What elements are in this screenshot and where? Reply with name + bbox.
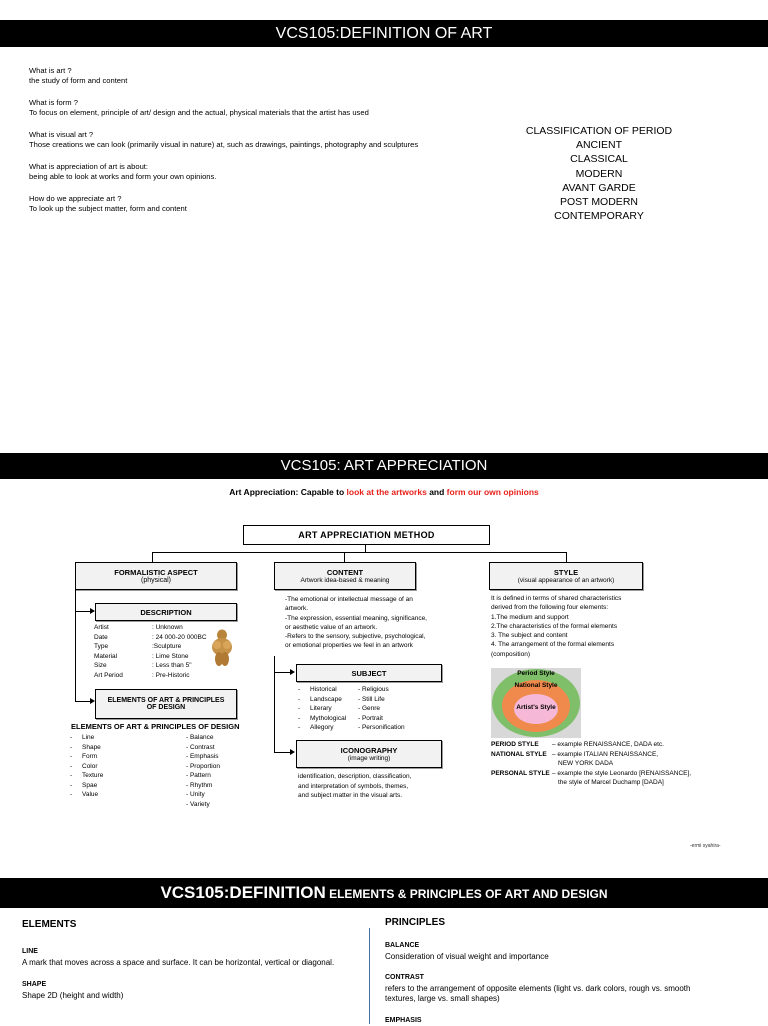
page1-title: VCS105:DEFINITION OF ART [0,20,768,47]
elements-box-line2: OF DESIGN [147,704,186,711]
content-line: -The expression, essential meaning, significance, [285,614,445,623]
qa-question: How do we appreciate art ? [29,194,499,204]
example-label: PERSONAL STYLE [491,769,552,779]
principles-heading: PRINCIPLES [385,917,445,928]
credit: -ermi syahira- [690,843,721,849]
row-value: : Less than 5" [152,661,192,671]
content-line: -Refers to the sensory, subjective, psychological, [285,632,445,641]
style-example-row [491,740,761,750]
connector [566,552,567,562]
elements-principles-box [95,689,237,719]
principle-term: EMPHASIS [385,1016,715,1026]
style-line: It is defined in terms of shared characteristics [491,594,671,603]
style-line: 2.The characteristics of the formal elements [491,622,671,631]
page1-qa [29,66,499,214]
qa-answer: To focus on element, principle of art/ design and the actual, physical materials that the artist has used [29,108,499,118]
style-example-row [491,778,761,788]
example-text: NEW YORK DADA [558,759,613,769]
content-line: artwork. [285,604,445,613]
row-value: :Sculpture [152,642,181,652]
description-row [94,671,214,681]
example-label: PERIOD STYLE [491,740,552,750]
element-def: A mark that moves across a space and surface. It can be horizontal, vertical or diagonal. [22,957,342,968]
subject-item: - Still Life [358,695,438,705]
subject-item: Historical [310,685,337,695]
method-title: ART APPRECIATION METHOD [298,530,434,540]
row-key: Date [94,633,152,643]
principle-def: refers to the arrangement of opposite elements (light vs. dark colors, rough vs. smooth textures, large vs. small shapes) [385,984,715,1005]
subject-item: Mythological [310,714,346,724]
connector [274,656,275,752]
column-divider [369,928,370,1024]
qa-item [29,98,499,118]
iconography-text [298,772,468,801]
principles-definitions [385,941,715,1026]
connector [274,672,291,673]
style-example-row [491,750,761,760]
principle-name: - Balance [186,733,246,743]
subject-item: - Religious [358,685,438,695]
element-name: Line [82,733,94,743]
connector [152,552,566,553]
iconography-line: identification, description, classification, [298,772,468,782]
subtitle-text: and [427,487,447,497]
element-name: Texture [82,771,103,781]
qa-answer: being able to look at works and form your own opinions. [29,172,499,182]
qa-question: What is appreciation of art is about: [29,162,499,172]
iconography-title: ICONOGRAPHY [341,746,398,755]
content-box [274,562,416,590]
national-style-label: National Style [491,682,581,689]
subtitle-highlight: look at the artworks [347,487,427,497]
description-table [94,623,214,680]
example-text: – example the style Leonardo [RENAISSANCE], [552,769,691,779]
subject-item: Allegory [310,723,333,733]
style-line: 1.The medium and support [491,613,671,622]
element-term: LINE [22,946,342,957]
page3-title [0,878,768,909]
content-line: -The emotional or intellectual message of an [285,595,445,604]
row-value: : Pre-Historic [152,671,190,681]
element-name: Form [82,752,97,762]
list-item: - Literary [298,704,368,714]
example-text: – example ITALIAN RENAISSANCE, [552,750,658,760]
style-examples [491,740,761,788]
example-label [491,759,558,769]
style-box [489,562,643,590]
connector [344,552,345,562]
list-item: - Landscape [298,695,368,705]
element-term: SHAPE [22,979,342,990]
classification-of-period [500,124,698,223]
qa-item [29,162,499,182]
description-title: DESCRIPTION [140,608,191,617]
formalistic-title: FORMALISTIC ASPECT [114,568,197,577]
style-text [491,594,671,659]
page3-title-main: VCS105:DEFINITION [160,883,325,902]
description-row [94,642,214,652]
list-item: - Form [70,752,170,762]
page3-title-sub: ELEMENTS & PRINCIPLES OF ART AND DESIGN [326,887,608,901]
subject-item: - Portrait [358,714,438,724]
subject-item: Literary [310,704,332,714]
period-item: MODERN [500,167,698,181]
row-key: Size [94,661,152,671]
connector [75,701,91,702]
content-text [285,595,445,651]
description-row [94,661,214,671]
venus-figurine-image [207,628,237,668]
style-line: (composition) [491,650,671,659]
row-key: Type [94,642,152,652]
example-text: the style of Marcel Duchamp [DADA] [558,778,664,788]
qa-answer: Those creations we can look (primarily visual in nature) at, such as drawings, paintings, photography and sculptures [29,140,499,150]
principle-name: - Pattern [186,771,246,781]
period-item: CONTEMPORARY [500,209,698,223]
principle-name: - Contrast [186,743,246,753]
principles-list [186,733,246,809]
period-item: POST MODERN [500,195,698,209]
description-row [94,623,214,633]
page1-title-bar [0,20,768,47]
subject-item: Landscape [310,695,342,705]
qa-question: What is art ? [29,66,499,76]
list-item: - Value [70,790,170,800]
row-key: Material [94,652,152,662]
period-item: ANCIENT [500,138,698,152]
subtitle-highlight: form our own opinions [447,487,539,497]
subject-box [296,664,442,682]
elements-box-line1: ELEMENTS OF ART & PRINCIPLES [108,697,225,704]
style-line: derived from the following four elements: [491,603,671,612]
connector [75,589,76,701]
connector [75,611,91,612]
style-example-row [491,769,761,779]
period-item: AVANT GARDE [500,181,698,195]
element-name: Color [82,762,98,772]
method-box [243,525,490,545]
subject-item: - Genre [358,704,438,714]
list-item: - Mythological [298,714,368,724]
row-value: : 24 000-20 000BC [152,633,207,643]
example-text: – example RENAISSANCE, DADA etc. [552,740,664,750]
content-sub: Artwork idea-based & meaning [301,577,390,584]
principle-name: - Emphasis [186,752,246,762]
page2-title-bar [0,453,768,479]
page2-title: VCS105: ART APPRECIATION [0,453,768,479]
qa-answer: the study of form and content [29,76,499,86]
subject-item: - Personification [358,723,438,733]
qa-answer: To look up the subject matter, form and content [29,204,499,214]
qa-question: What is form ? [29,98,499,108]
list-item: - Texture [70,771,170,781]
description-row [94,633,214,643]
qa-item [29,66,499,86]
elements-heading: ELEMENTS [22,919,76,930]
style-line: 4. The arrangement of the formal elements [491,640,671,649]
style-sub: (visual appearance of an artwork) [518,577,614,584]
elements-definitions [22,946,342,1001]
artist-style-label: Artist's Style [491,704,581,711]
description-row [94,652,214,662]
elements-list [70,733,170,800]
principle-term: CONTRAST [385,973,715,984]
principle-def: Consideration of visual weight and importance [385,952,715,963]
period-style-label: Period Style [491,670,581,677]
list-item: - Line [70,733,170,743]
element-def: Shape 2D (height and width) [22,990,342,1001]
iconography-box [296,740,442,768]
iconography-line: and interpretation of symbols, themes, [298,782,468,792]
subject-list-right [358,685,438,733]
list-item: - Allegory [298,723,368,733]
qa-item [29,194,499,214]
list-item: - Spae [70,781,170,791]
row-value: : Lime Stone [152,652,189,662]
principle-term: BALANCE [385,941,715,952]
formalistic-sub: (physical) [141,577,171,584]
list-item: - Historical [298,685,368,695]
style-rings-diagram [491,668,581,738]
page2-subtitle [0,487,768,497]
formalistic-box [75,562,237,590]
principle-name: - Proportion [186,762,246,772]
connector [274,752,291,753]
row-key: Art Period [94,671,152,681]
period-item: CLASSICAL [500,152,698,166]
content-line: or aesthetic value of an artwork. [285,623,445,632]
style-title: STYLE [554,568,578,577]
principle-name: - Rhythm [186,781,246,791]
row-key: Artist [94,623,152,633]
qa-item [29,130,499,150]
arrow-icon [290,749,295,755]
connector [152,552,153,562]
element-name: Shape [82,743,101,753]
description-box [95,603,237,621]
element-name: Value [82,790,98,800]
arrow-icon [290,669,295,675]
elements-list-title: ELEMENTS OF ART & PRINCIPLES OF DESIGN [71,722,239,731]
subject-title: SUBJECT [351,669,386,678]
content-line: or emotional properties we feel in an artwork [285,641,445,650]
example-label: NATIONAL STYLE [491,750,552,760]
principle-name: - Variety [186,800,246,810]
row-value: : Unknown [152,623,183,633]
iconography-line: and subject matter in the visual arts. [298,791,468,801]
principle-name: - Unity [186,790,246,800]
list-item: - Shape [70,743,170,753]
style-line: 3. The subject and content [491,631,671,640]
example-label [491,778,558,788]
style-example-row [491,759,761,769]
iconography-sub: (image writing) [348,755,391,762]
connector [365,544,366,552]
content-title: CONTENT [327,568,363,577]
qa-question: What is visual art ? [29,130,499,140]
element-name: Spae [82,781,97,791]
classification-title: CLASSIFICATION OF PERIOD [500,124,698,138]
page3-title-bar [0,878,768,908]
subtitle-text: Art Appreciation: Capable to [229,487,346,497]
list-item: - Color [70,762,170,772]
